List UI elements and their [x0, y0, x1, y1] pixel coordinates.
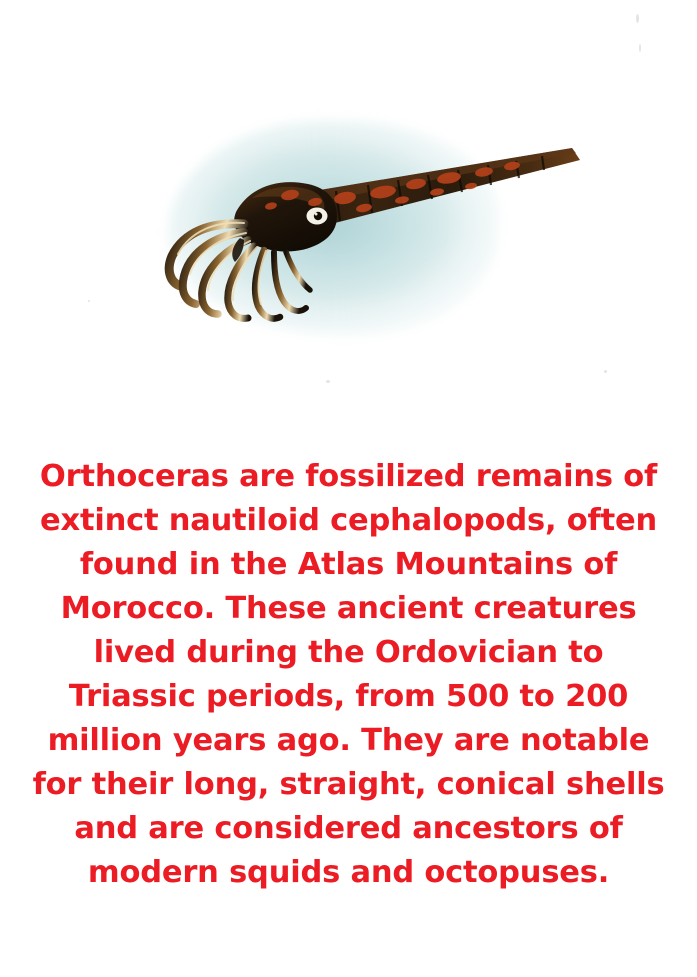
page-speckle: [604, 370, 607, 373]
orthoceras-icon: [140, 120, 600, 340]
page-speckle: [326, 380, 330, 383]
illustration-panel: [0, 0, 697, 440]
page-speckle: [639, 44, 641, 52]
caption-text: Orthoceras are fossilized remains of extinct nautiloid cephalopods, often found in the Atlas Mountains of Morocco. These ancient creatures lived during the Ordovician to Triassic periods, from 500 to 200 million years ago. They are notable for their long, straight, conical shells and are considered ancestors of modern squids and octopuses.: [32, 459, 665, 890]
page-speckle: [88, 300, 90, 302]
page-speckle: [636, 14, 639, 23]
